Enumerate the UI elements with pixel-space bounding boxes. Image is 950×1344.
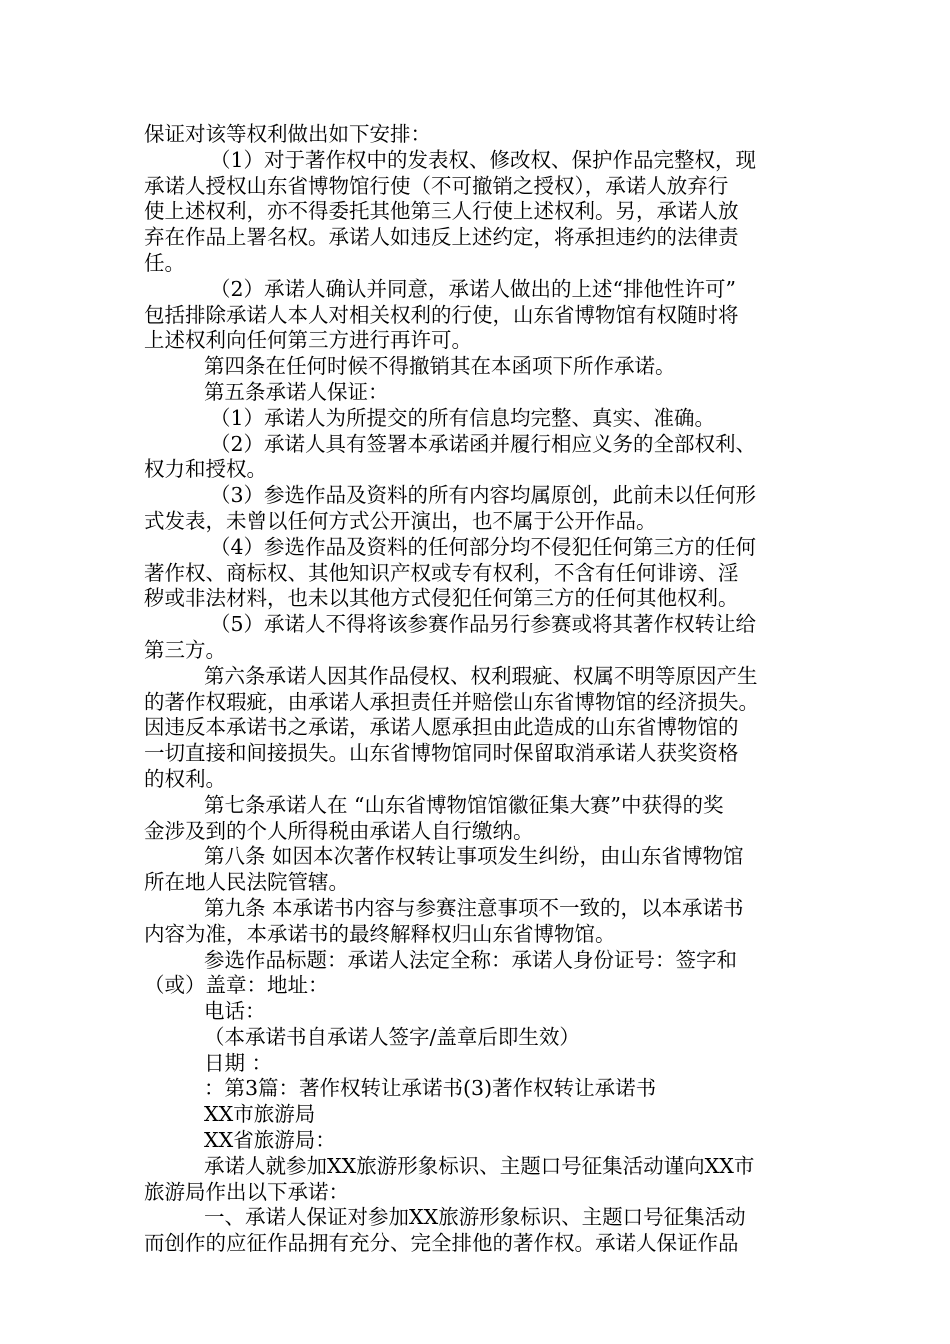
text-line: 所在地人民法院管辖。: [144, 870, 349, 895]
text-line: （1）对于著作权中的发表权、修改权、保护作品完整权，现: [210, 147, 757, 172]
text-line: 式发表，未曾以任何方式公开演出，也不属于公开作品。: [144, 508, 657, 533]
text-line: 因违反本承诺书之承诺，承诺人愿承担由此造成的山东省博物馆的: [144, 715, 739, 740]
text-line: （3）参选作品及资料的所有内容均属原创，此前未以任何形: [210, 483, 757, 508]
text-line: （5）承诺人不得将该参赛作品另行参赛或将其著作权转让给: [210, 612, 757, 637]
text-line: 秽或非法材料，也未以其他方式侵犯任何第三方的任何其他权利。: [144, 586, 739, 611]
text-line: 著作权、商标权、其他知识产权或专有权利，不含有任何诽谤、淫: [144, 560, 739, 585]
text-line: （2）承诺人确认并同意，承诺人做出的上述“排他性许可”: [210, 276, 737, 301]
text-line: （1）承诺人为所提交的所有信息均完整、真实、准确。: [210, 405, 716, 430]
text-line: 而创作的应征作品拥有充分、完全排他的著作权。承诺人保证作品: [144, 1231, 739, 1256]
text-line: 第八条 如因本次著作权转让事项发生纠纷，由山东省博物馆: [204, 844, 744, 869]
text-line: 承诺人就参加XX旅游形象标识、主题口号征集活动谨向XX市: [204, 1153, 755, 1178]
text-line: 的权利。: [144, 766, 226, 791]
text-line: （本承诺书自承诺人签字/盖章后即生效）: [204, 1024, 580, 1049]
text-line: XX省旅游局：: [204, 1128, 336, 1153]
text-line: 参选作品标题：承诺人法定全称：承诺人身份证号：签字和: [204, 947, 737, 972]
text-line: 权力和授权。: [144, 457, 267, 482]
text-line: 日期 ：: [204, 1050, 273, 1075]
text-line: （2）承诺人具有签署本承诺函并履行相应义务的全部权利、: [210, 431, 757, 456]
text-line: 第七条承诺人在 “山东省博物馆馆徽征集大赛”中获得的奖: [204, 792, 724, 817]
text-line: 内容为准，本承诺书的最终解释权归山东省博物馆。: [144, 921, 616, 946]
text-line: 金涉及到的个人所得税由承诺人自行缴纳。: [144, 818, 534, 843]
text-line: 第九条 本承诺书内容与参赛注意事项不一致的，以本承诺书: [204, 895, 744, 920]
document-body: [144, 122, 814, 1257]
text-line: 承诺人授权山东省博物馆行使（不可撤销之授权），承诺人放弃行: [144, 173, 729, 198]
text-line: 包括排除承诺人本人对相关权利的行使，山东省博物馆有权随时将: [144, 302, 739, 327]
text-line: 电话：: [204, 999, 266, 1024]
text-line: 旅游局作出以下承诺：: [144, 1179, 349, 1204]
text-line: 的著作权瑕疵，由承诺人承担责任并赔偿山东省博物馆的经济损失。: [144, 689, 759, 714]
text-line: 弃在作品上署名权。承诺人如违反上述约定，将承担违约的法律责: [144, 225, 739, 250]
text-line: 一切直接和间接损失。山东省博物馆同时保留取消承诺人获奖资格: [144, 741, 739, 766]
text-line: 第六条承诺人因其作品侵权、权利瑕疵、权属不明等原因产生: [204, 663, 758, 688]
text-line: 一、承诺人保证对参加XX旅游形象标识、主题口号征集活动: [204, 1205, 746, 1230]
text-line: XX市旅游局: [204, 1102, 316, 1127]
text-line: 第四条在任何时候不得撤销其在本函项下所作承诺。: [204, 354, 676, 379]
text-line: ：第3篇：著作权转让承诺书(3)著作权转让承诺书: [204, 1076, 657, 1101]
text-line: 第三方。: [144, 637, 226, 662]
text-line: （4）参选作品及资料的任何部分均不侵犯任何第三方的任何: [210, 534, 757, 559]
text-line: 任。: [144, 250, 185, 275]
text-line: 第五条承诺人保证：: [204, 379, 389, 404]
text-line: 上述权利向任何第三方进行再许可。: [144, 328, 472, 353]
text-line: 保证对该等权利做出如下安排：: [144, 122, 431, 146]
text-line: 使上述权利，亦不得委托其他第三人行使上述权利。另，承诺人放: [144, 199, 739, 224]
text-line: （或）盖章：地址：: [144, 973, 329, 998]
